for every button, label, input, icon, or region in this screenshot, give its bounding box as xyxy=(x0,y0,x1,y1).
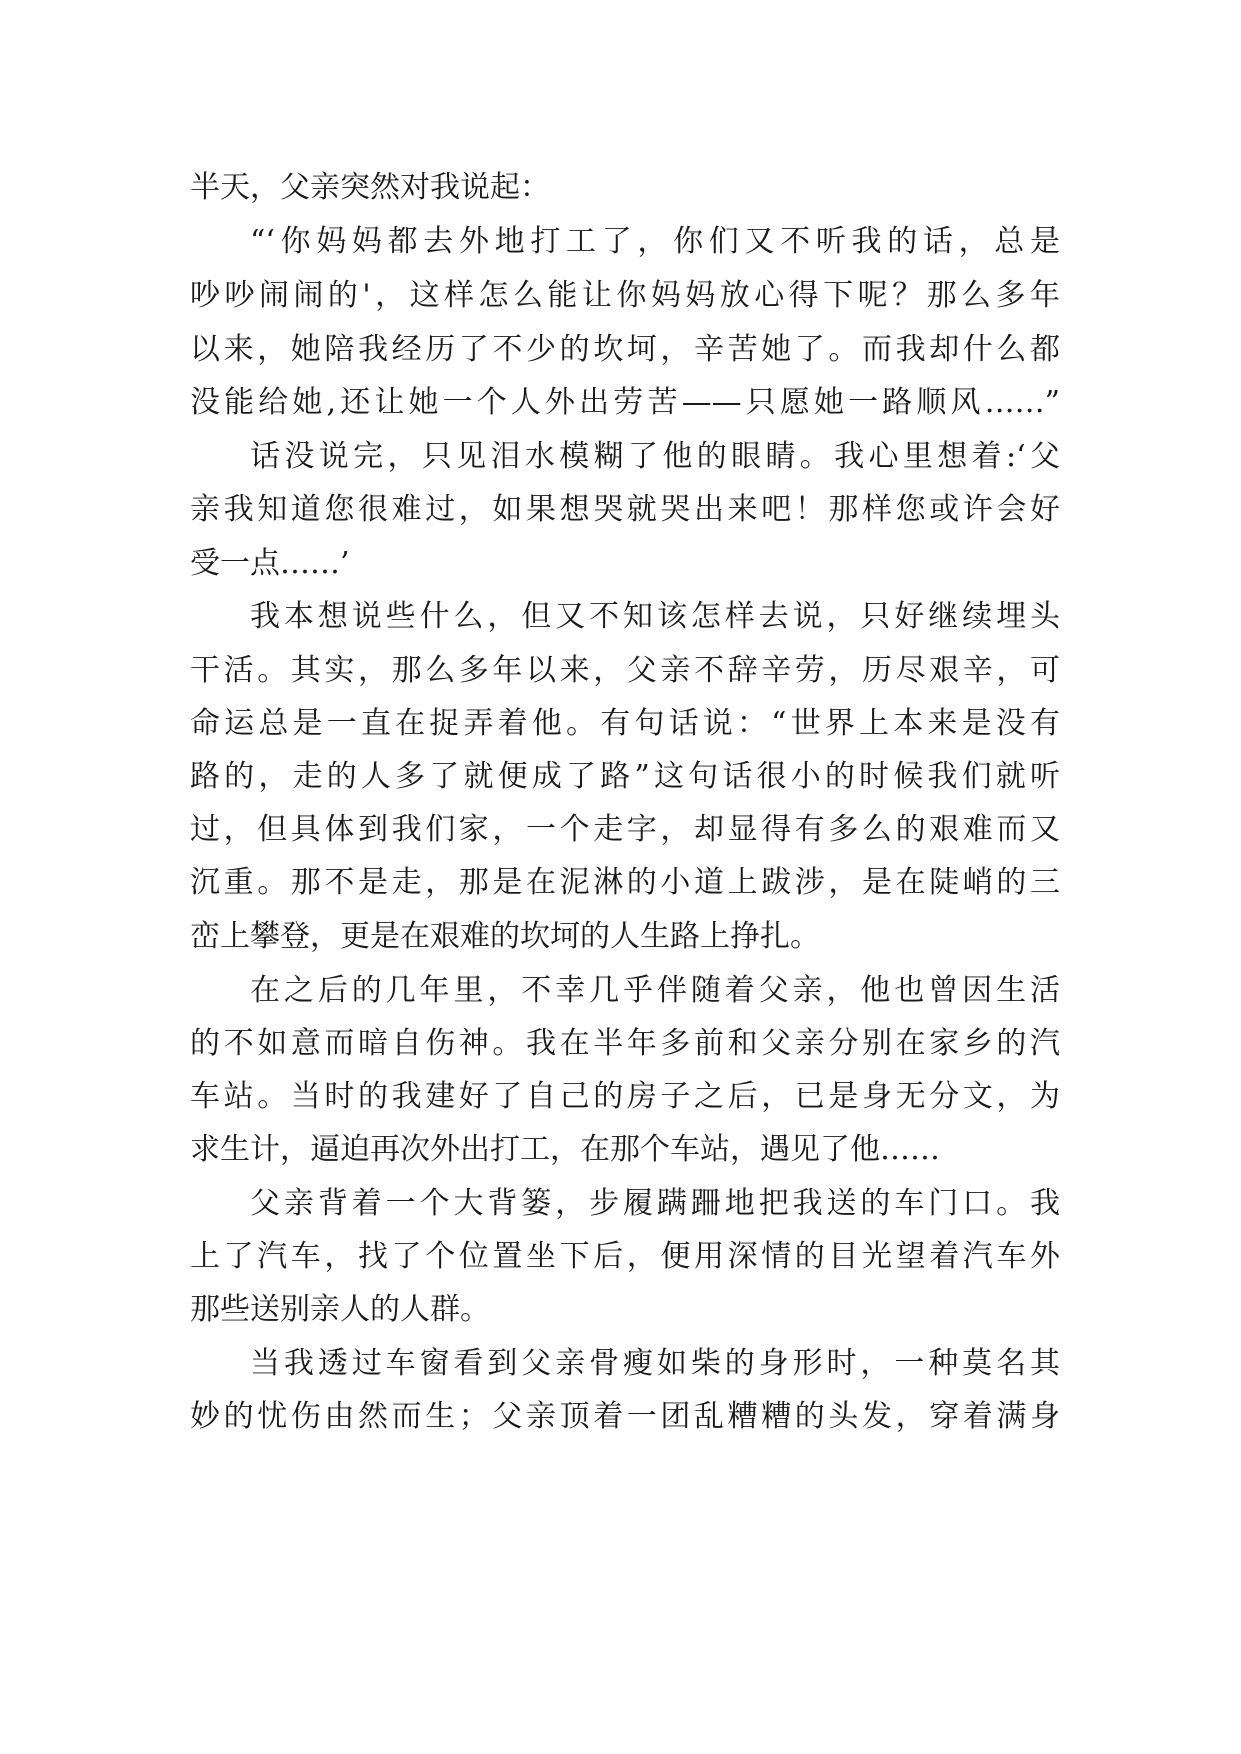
text-line: 话没说完，只见泪水模糊了他的眼睛。我心里想着:‘父 xyxy=(250,439,1060,474)
text-line: 没能给她,还让她一个人外出劳苦——只愿她一路顺风……” xyxy=(190,385,1060,420)
text-line: 半天，父亲突然对我说起： xyxy=(190,170,550,205)
text-line: 以来，她陪我经历了不少的坎坷，辛苦她了。而我却什么都 xyxy=(190,332,1060,367)
text-line: 受一点……’ xyxy=(190,546,350,581)
text-line: 在之后的几年里，不幸几乎伴随着父亲，他也曾因生活 xyxy=(250,973,1060,1008)
text-line: 上了汽车，找了个位置坐下后，便用深情的目光望着汽车外 xyxy=(190,1239,1060,1274)
text-line: 妙的忧伤由然而生；父亲顶着一团乱糟糟的头发，穿着满身 xyxy=(190,1399,1060,1434)
text-line: 车站。当时的我建好了自己的房子之后，已是身无分文，为 xyxy=(190,1079,1060,1114)
text-line: 过，但具体到我们家，一个走字，却显得有多么的艰难而又 xyxy=(190,812,1060,847)
text-line: 吵吵闹闹的'，这样怎么能让你妈妈放心得下呢？那么多年 xyxy=(190,278,1060,313)
text-line: 当我透过车窗看到父亲骨瘦如柴的身形时，一种莫名其 xyxy=(250,1346,1060,1381)
text-line: 干活。其实，那么多年以来，父亲不辞辛劳，历尽艰辛，可 xyxy=(190,653,1060,688)
text-line: 那些送别亲人的人群。 xyxy=(190,1292,490,1327)
text-line: 亲我知道您很难过，如果想哭就哭出来吧！那样您或许会好 xyxy=(190,492,1060,527)
text-line: 路的，走的人多了就便成了路”这句话很小的时候我们就听 xyxy=(190,759,1060,794)
text-line: 命运总是一直在捉弄着他。有句话说：“世界上本来是没有 xyxy=(190,706,1060,741)
text-line: 父亲背着一个大背篓，步履蹒跚地把我送的车门口。我 xyxy=(250,1186,1060,1221)
text-line: 我本想说些什么，但又不知该怎样去说，只好继续埋头 xyxy=(250,599,1060,634)
text-line: 沉重。那不是走，那是在泥淋的小道上跋涉，是在陡峭的三 xyxy=(190,865,1060,900)
text-line: 求生计，逼迫再次外出打工，在那个车站，遇见了他…… xyxy=(190,1132,940,1167)
text-line: 峦上攀登，更是在艰难的坎坷的人生路上挣扎。 xyxy=(190,919,820,954)
text-line: “‘你妈妈都去外地打工了，你们又不听我的话，总是 xyxy=(250,224,1060,259)
text-line: 的不如意而暗自伤神。我在半年多前和父亲分别在家乡的汽 xyxy=(190,1026,1060,1061)
